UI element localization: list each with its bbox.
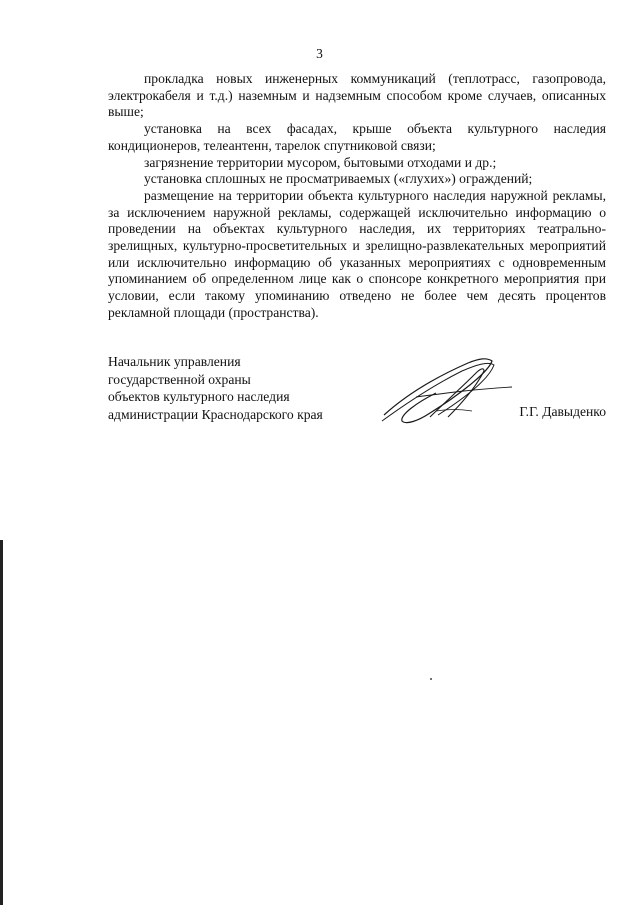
scan-speck [430, 678, 432, 680]
signer-title-line: администрации Краснодарского края [108, 406, 323, 422]
paragraph-utilities: прокладка новых инженерных коммуникаций (теплотрасс, газопровода, электрокабеля и т.д.) наземным и надземным способом кроме случаев, описанных выше; [108, 71, 606, 120]
signer-title-line: Начальник управления [108, 354, 241, 369]
paragraph-pollution: загрязнение территории мусором, бытовыми отходами и др.; [144, 154, 497, 170]
paragraph-fences: установка сплошных не просматриваемых («глухих») ограждений; [144, 171, 533, 187]
signature-block [108, 353, 606, 433]
signer-name: Г.Г. Давыденко [519, 404, 606, 419]
paragraph-facade-equipment: установка на всех фасадах, крыше объекта культурного наследия кондиционеров, телеантенн, тарелок спутниковой связи; [108, 121, 606, 153]
signer-title-line: государственной охраны [108, 371, 251, 387]
signer-title-line: объектов культурного наследия [108, 389, 290, 404]
scan-edge-line [0, 540, 3, 905]
handwritten-signature [376, 351, 516, 429]
paragraph-advertising: размещение на территории объекта культурного наследия наружной рекламы, за исключением наружной рекламы, содержащей исключительно информацию о проведении на объектах культурного наследия, их территориях театрально-зрелищных, культурно-просветительных и зрелищно-развлекательных мероприятий или исключительно информацию об указанных мероприятиях с одновременным упоминанием об определенном лице как о спонсоре конкретного мероприятия при условии, если такому упоминанию отведено не более чем десять процентов рекламной площади (пространства). [108, 187, 606, 320]
document-body [108, 71, 606, 322]
signer-title [108, 353, 323, 423]
page-number: 3 [316, 46, 323, 61]
